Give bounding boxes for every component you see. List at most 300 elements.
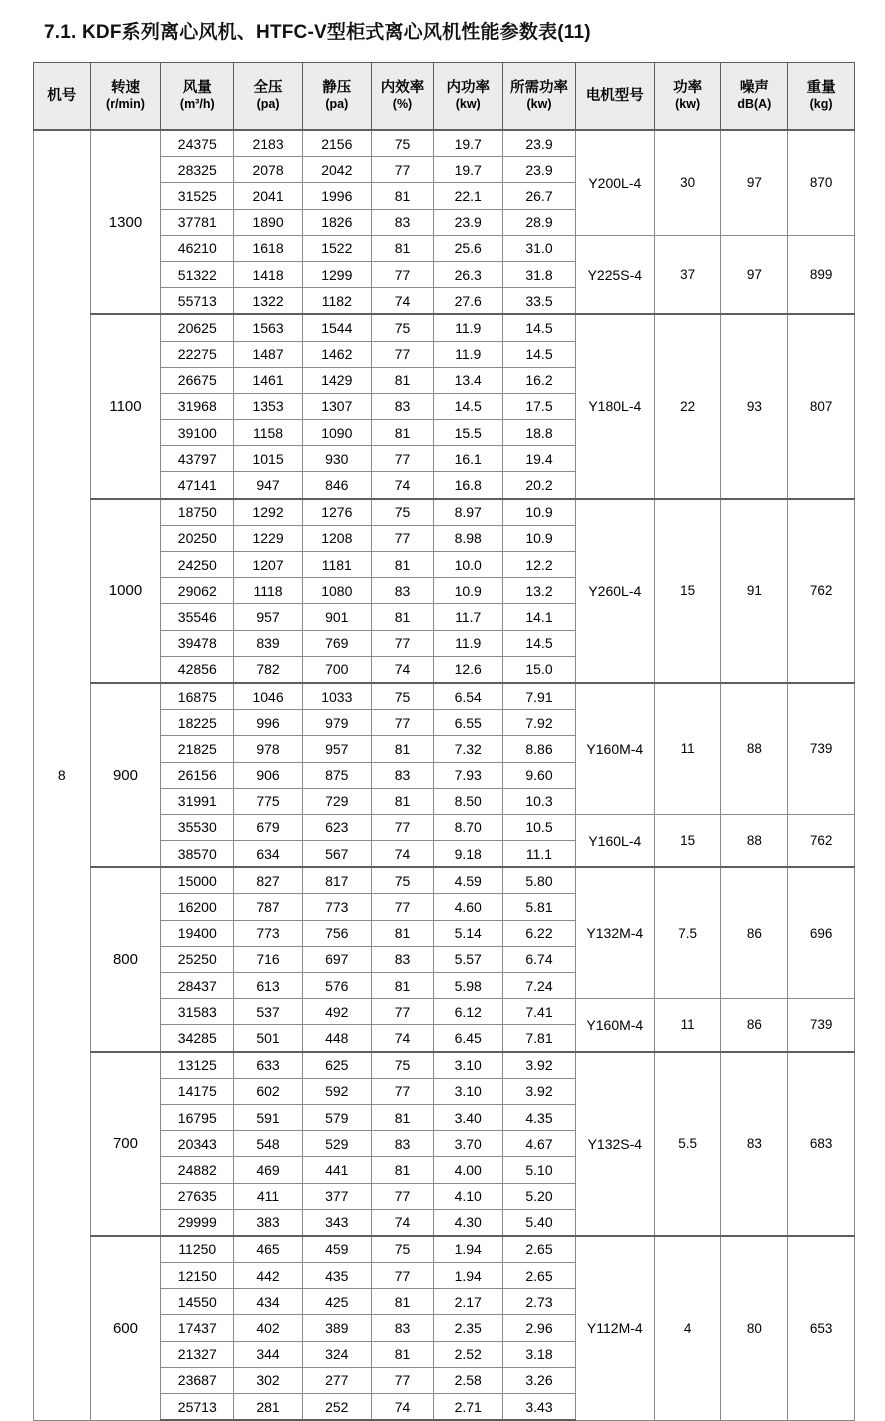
- column-header-label: 全压: [253, 80, 283, 97]
- static-pressure-cell: 1429: [302, 367, 371, 393]
- total-pressure-cell: 1890: [234, 209, 303, 235]
- motor-power-cell: 22: [654, 314, 721, 498]
- static-pressure-cell: 875: [302, 762, 371, 788]
- required-power-cell: 7.81: [503, 1025, 576, 1052]
- inner-power-cell: 23.9: [434, 209, 503, 235]
- total-pressure-cell: 957: [234, 604, 303, 630]
- static-pressure-cell: 769: [302, 630, 371, 656]
- motor-noise-cell: 91: [721, 499, 788, 683]
- column-header-5: [371, 63, 434, 131]
- efficiency-cell: 81: [371, 1157, 434, 1183]
- column-header-10: [721, 63, 788, 131]
- motor-model-cell: Y180L-4: [575, 314, 654, 498]
- inner-power-cell: 16.1: [434, 446, 503, 472]
- flow-cell: 25250: [161, 946, 234, 972]
- flow-cell: 26675: [161, 367, 234, 393]
- required-power-cell: 28.9: [503, 209, 576, 235]
- required-power-cell: 3.92: [503, 1052, 576, 1079]
- flow-cell: 39100: [161, 420, 234, 446]
- static-pressure-cell: 700: [302, 656, 371, 683]
- efficiency-cell: 77: [371, 1078, 434, 1104]
- flow-cell: 15000: [161, 867, 234, 894]
- efficiency-cell: 77: [371, 999, 434, 1025]
- total-pressure-cell: 679: [234, 814, 303, 840]
- motor-power-cell: 15: [654, 499, 721, 683]
- motor-weight-cell: 762: [788, 814, 855, 867]
- efficiency-cell: 81: [371, 973, 434, 999]
- flow-cell: 18225: [161, 710, 234, 736]
- flow-cell: 14550: [161, 1289, 234, 1315]
- total-pressure-cell: 839: [234, 630, 303, 656]
- efficiency-cell: 77: [371, 525, 434, 551]
- required-power-cell: 10.9: [503, 525, 576, 551]
- column-header-unit: (m³/h): [179, 97, 215, 112]
- machine-number-cell: 8: [34, 130, 91, 1420]
- total-pressure-cell: 1229: [234, 525, 303, 551]
- motor-weight-cell: 696: [788, 867, 855, 998]
- required-power-cell: 33.5: [503, 288, 576, 315]
- required-power-cell: 8.86: [503, 736, 576, 762]
- total-pressure-cell: 773: [234, 920, 303, 946]
- static-pressure-cell: 252: [302, 1394, 371, 1421]
- efficiency-cell: 74: [371, 656, 434, 683]
- inner-power-cell: 22.1: [434, 183, 503, 209]
- flow-cell: 17437: [161, 1315, 234, 1341]
- efficiency-cell: 77: [371, 894, 434, 920]
- column-header-unit: (pa): [256, 97, 280, 112]
- column-header-unit: (r/min): [106, 97, 145, 112]
- static-pressure-cell: 1826: [302, 209, 371, 235]
- required-power-cell: 31.8: [503, 261, 576, 287]
- efficiency-cell: 77: [371, 157, 434, 183]
- required-power-cell: 7.92: [503, 710, 576, 736]
- total-pressure-cell: 1353: [234, 393, 303, 419]
- total-pressure-cell: 434: [234, 1289, 303, 1315]
- rpm-cell: 700: [90, 1052, 161, 1236]
- total-pressure-cell: 442: [234, 1263, 303, 1289]
- column-header-label: 机号: [47, 87, 77, 104]
- column-header-unit: (kg): [809, 97, 833, 112]
- total-pressure-cell: 411: [234, 1183, 303, 1209]
- static-pressure-cell: 1208: [302, 525, 371, 551]
- column-header-label: 电机型号: [585, 87, 644, 104]
- efficiency-cell: 83: [371, 393, 434, 419]
- inner-power-cell: 8.97: [434, 499, 503, 526]
- flow-cell: 16875: [161, 683, 234, 710]
- efficiency-cell: 81: [371, 1104, 434, 1130]
- flow-cell: 27635: [161, 1183, 234, 1209]
- efficiency-cell: 77: [371, 446, 434, 472]
- flow-cell: 51322: [161, 261, 234, 287]
- static-pressure-cell: 1462: [302, 341, 371, 367]
- motor-power-cell: 37: [654, 235, 721, 314]
- static-pressure-cell: 1090: [302, 420, 371, 446]
- efficiency-cell: 77: [371, 1183, 434, 1209]
- efficiency-cell: 77: [371, 814, 434, 840]
- motor-weight-cell: 653: [788, 1236, 855, 1420]
- static-pressure-cell: 756: [302, 920, 371, 946]
- inner-power-cell: 2.58: [434, 1367, 503, 1393]
- required-power-cell: 4.67: [503, 1131, 576, 1157]
- static-pressure-cell: 389: [302, 1315, 371, 1341]
- fan-performance-table: [33, 62, 855, 1421]
- total-pressure-cell: 537: [234, 999, 303, 1025]
- static-pressure-cell: 901: [302, 604, 371, 630]
- inner-power-cell: 7.32: [434, 736, 503, 762]
- efficiency-cell: 83: [371, 1315, 434, 1341]
- motor-noise-cell: 97: [721, 130, 788, 235]
- inner-power-cell: 13.4: [434, 367, 503, 393]
- flow-cell: 39478: [161, 630, 234, 656]
- column-header-label: 重量: [806, 80, 836, 97]
- required-power-cell: 9.60: [503, 762, 576, 788]
- flow-cell: 31525: [161, 183, 234, 209]
- static-pressure-cell: 1299: [302, 261, 371, 287]
- total-pressure-cell: 302: [234, 1367, 303, 1393]
- efficiency-cell: 74: [371, 841, 434, 868]
- efficiency-cell: 74: [371, 1209, 434, 1236]
- required-power-cell: 13.2: [503, 578, 576, 604]
- static-pressure-cell: 448: [302, 1025, 371, 1052]
- required-power-cell: 2.65: [503, 1263, 576, 1289]
- total-pressure-cell: 548: [234, 1131, 303, 1157]
- required-power-cell: 3.92: [503, 1078, 576, 1104]
- flow-cell: 26156: [161, 762, 234, 788]
- efficiency-cell: 77: [371, 630, 434, 656]
- column-header-6: [434, 63, 503, 131]
- static-pressure-cell: 979: [302, 710, 371, 736]
- column-header-0: [34, 63, 91, 131]
- efficiency-cell: 83: [371, 1131, 434, 1157]
- rpm-cell: 1300: [90, 130, 161, 314]
- inner-power-cell: 11.9: [434, 341, 503, 367]
- motor-power-cell: 7.5: [654, 867, 721, 998]
- inner-power-cell: 14.5: [434, 393, 503, 419]
- static-pressure-cell: 441: [302, 1157, 371, 1183]
- total-pressure-cell: 383: [234, 1209, 303, 1236]
- table-row: [34, 1236, 855, 1263]
- total-pressure-cell: 1207: [234, 552, 303, 578]
- efficiency-cell: 75: [371, 683, 434, 710]
- column-header-label: 噪声: [739, 80, 769, 97]
- total-pressure-cell: 591: [234, 1104, 303, 1130]
- motor-model-cell: Y160M-4: [575, 683, 654, 814]
- inner-power-cell: 8.50: [434, 788, 503, 814]
- required-power-cell: 23.9: [503, 157, 576, 183]
- required-power-cell: 14.5: [503, 314, 576, 341]
- inner-power-cell: 15.5: [434, 420, 503, 446]
- static-pressure-cell: 492: [302, 999, 371, 1025]
- inner-power-cell: 4.60: [434, 894, 503, 920]
- efficiency-cell: 81: [371, 1289, 434, 1315]
- inner-power-cell: 4.00: [434, 1157, 503, 1183]
- motor-weight-cell: 739: [788, 999, 855, 1052]
- static-pressure-cell: 2156: [302, 130, 371, 157]
- motor-weight-cell: 807: [788, 314, 855, 498]
- column-header-1: [90, 63, 161, 131]
- flow-cell: 24882: [161, 1157, 234, 1183]
- flow-cell: 31968: [161, 393, 234, 419]
- flow-cell: 43797: [161, 446, 234, 472]
- static-pressure-cell: 846: [302, 472, 371, 499]
- column-header-unit: (%): [392, 97, 413, 112]
- static-pressure-cell: 930: [302, 446, 371, 472]
- flow-cell: 28437: [161, 973, 234, 999]
- motor-model-cell: Y132M-4: [575, 867, 654, 998]
- static-pressure-cell: 1181: [302, 552, 371, 578]
- flow-cell: 29999: [161, 1209, 234, 1236]
- required-power-cell: 17.5: [503, 393, 576, 419]
- flow-cell: 29062: [161, 578, 234, 604]
- total-pressure-cell: 501: [234, 1025, 303, 1052]
- inner-power-cell: 6.12: [434, 999, 503, 1025]
- column-header-7: [503, 63, 576, 131]
- motor-power-cell: 4: [654, 1236, 721, 1420]
- motor-model-cell: Y225S-4: [575, 235, 654, 314]
- static-pressure-cell: 592: [302, 1078, 371, 1104]
- column-header-unit: dB(A): [737, 97, 772, 112]
- inner-power-cell: 5.14: [434, 920, 503, 946]
- static-pressure-cell: 1307: [302, 393, 371, 419]
- column-header-4: [302, 63, 371, 131]
- required-power-cell: 12.2: [503, 552, 576, 578]
- required-power-cell: 6.22: [503, 920, 576, 946]
- total-pressure-cell: 1618: [234, 235, 303, 261]
- efficiency-cell: 81: [371, 235, 434, 261]
- inner-power-cell: 10.0: [434, 552, 503, 578]
- total-pressure-cell: 1563: [234, 314, 303, 341]
- flow-cell: 47141: [161, 472, 234, 499]
- inner-power-cell: 6.55: [434, 710, 503, 736]
- required-power-cell: 15.0: [503, 656, 576, 683]
- total-pressure-cell: 947: [234, 472, 303, 499]
- total-pressure-cell: 602: [234, 1078, 303, 1104]
- flow-cell: 14175: [161, 1078, 234, 1104]
- efficiency-cell: 77: [371, 1367, 434, 1393]
- total-pressure-cell: 1487: [234, 341, 303, 367]
- required-power-cell: 14.5: [503, 341, 576, 367]
- table-row: [34, 867, 855, 894]
- total-pressure-cell: 469: [234, 1157, 303, 1183]
- rpm-cell: 900: [90, 683, 161, 867]
- static-pressure-cell: 567: [302, 841, 371, 868]
- flow-cell: 24250: [161, 552, 234, 578]
- required-power-cell: 16.2: [503, 367, 576, 393]
- total-pressure-cell: 1461: [234, 367, 303, 393]
- column-header-label: 内功率: [446, 80, 490, 97]
- static-pressure-cell: 2042: [302, 157, 371, 183]
- static-pressure-cell: 817: [302, 867, 371, 894]
- column-header-unit: (pa): [325, 97, 349, 112]
- required-power-cell: 20.2: [503, 472, 576, 499]
- total-pressure-cell: 1292: [234, 499, 303, 526]
- efficiency-cell: 77: [371, 710, 434, 736]
- static-pressure-cell: 1996: [302, 183, 371, 209]
- motor-model-cell: Y260L-4: [575, 499, 654, 683]
- inner-power-cell: 16.8: [434, 472, 503, 499]
- required-power-cell: 5.40: [503, 1209, 576, 1236]
- motor-power-cell: 11: [654, 999, 721, 1052]
- total-pressure-cell: 996: [234, 710, 303, 736]
- flow-cell: 31991: [161, 788, 234, 814]
- motor-weight-cell: 762: [788, 499, 855, 683]
- efficiency-cell: 75: [371, 1052, 434, 1079]
- motor-noise-cell: 97: [721, 235, 788, 314]
- required-power-cell: 7.24: [503, 973, 576, 999]
- efficiency-cell: 81: [371, 788, 434, 814]
- motor-power-cell: 11: [654, 683, 721, 814]
- inner-power-cell: 19.7: [434, 130, 503, 157]
- total-pressure-cell: 787: [234, 894, 303, 920]
- motor-power-cell: 5.5: [654, 1052, 721, 1236]
- flow-cell: 13125: [161, 1052, 234, 1079]
- motor-weight-cell: 870: [788, 130, 855, 235]
- inner-power-cell: 8.98: [434, 525, 503, 551]
- total-pressure-cell: 1322: [234, 288, 303, 315]
- inner-power-cell: 1.94: [434, 1263, 503, 1289]
- column-header-label: 风量: [182, 80, 212, 97]
- efficiency-cell: 74: [371, 288, 434, 315]
- motor-model-cell: Y132S-4: [575, 1052, 654, 1236]
- inner-power-cell: 3.70: [434, 1131, 503, 1157]
- static-pressure-cell: 1544: [302, 314, 371, 341]
- column-header-3: [234, 63, 303, 131]
- efficiency-cell: 81: [371, 1341, 434, 1367]
- total-pressure-cell: 281: [234, 1394, 303, 1421]
- inner-power-cell: 4.59: [434, 867, 503, 894]
- efficiency-cell: 81: [371, 183, 434, 209]
- static-pressure-cell: 697: [302, 946, 371, 972]
- required-power-cell: 31.0: [503, 235, 576, 261]
- rpm-cell: 1000: [90, 499, 161, 683]
- motor-model-cell: Y160L-4: [575, 814, 654, 867]
- column-header-11: [788, 63, 855, 131]
- total-pressure-cell: 1015: [234, 446, 303, 472]
- static-pressure-cell: 625: [302, 1052, 371, 1079]
- static-pressure-cell: 277: [302, 1367, 371, 1393]
- motor-model-cell: Y160M-4: [575, 999, 654, 1052]
- inner-power-cell: 11.7: [434, 604, 503, 630]
- table-row: [34, 130, 855, 157]
- inner-power-cell: 2.52: [434, 1341, 503, 1367]
- flow-cell: 37781: [161, 209, 234, 235]
- motor-weight-cell: 739: [788, 683, 855, 814]
- required-power-cell: 5.20: [503, 1183, 576, 1209]
- inner-power-cell: 3.10: [434, 1052, 503, 1079]
- required-power-cell: 3.26: [503, 1367, 576, 1393]
- flow-cell: 25713: [161, 1394, 234, 1421]
- required-power-cell: 3.43: [503, 1394, 576, 1421]
- total-pressure-cell: 906: [234, 762, 303, 788]
- inner-power-cell: 2.17: [434, 1289, 503, 1315]
- rpm-cell: 1100: [90, 314, 161, 498]
- required-power-cell: 4.35: [503, 1104, 576, 1130]
- required-power-cell: 2.96: [503, 1315, 576, 1341]
- total-pressure-cell: 465: [234, 1236, 303, 1263]
- table-row: [34, 683, 855, 710]
- flow-cell: 22275: [161, 341, 234, 367]
- total-pressure-cell: 402: [234, 1315, 303, 1341]
- required-power-cell: 10.5: [503, 814, 576, 840]
- column-header-label: 静压: [322, 80, 352, 97]
- table-header-row: [34, 63, 855, 131]
- inner-power-cell: 25.6: [434, 235, 503, 261]
- motor-model-cell: Y112M-4: [575, 1236, 654, 1420]
- inner-power-cell: 12.6: [434, 656, 503, 683]
- efficiency-cell: 75: [371, 130, 434, 157]
- efficiency-cell: 77: [371, 261, 434, 287]
- flow-cell: 21327: [161, 1341, 234, 1367]
- page-title: 7.1. KDF系列离心风机、HTFC-V型柜式离心风机性能参数表(11): [44, 22, 591, 43]
- column-header-8: [575, 63, 654, 131]
- total-pressure-cell: 1046: [234, 683, 303, 710]
- flow-cell: 42856: [161, 656, 234, 683]
- required-power-cell: 14.5: [503, 630, 576, 656]
- total-pressure-cell: 716: [234, 946, 303, 972]
- flow-cell: 20343: [161, 1131, 234, 1157]
- column-header-label: 内效率: [380, 80, 425, 97]
- column-header-9: [654, 63, 721, 131]
- inner-power-cell: 8.70: [434, 814, 503, 840]
- inner-power-cell: 11.9: [434, 630, 503, 656]
- flow-cell: 18750: [161, 499, 234, 526]
- inner-power-cell: 1.94: [434, 1236, 503, 1263]
- total-pressure-cell: 633: [234, 1052, 303, 1079]
- flow-cell: 16795: [161, 1104, 234, 1130]
- flow-cell: 11250: [161, 1236, 234, 1263]
- static-pressure-cell: 729: [302, 788, 371, 814]
- required-power-cell: 5.10: [503, 1157, 576, 1183]
- motor-power-cell: 15: [654, 814, 721, 867]
- required-power-cell: 26.7: [503, 183, 576, 209]
- inner-power-cell: 5.57: [434, 946, 503, 972]
- static-pressure-cell: 435: [302, 1263, 371, 1289]
- efficiency-cell: 81: [371, 367, 434, 393]
- static-pressure-cell: 1080: [302, 578, 371, 604]
- motor-noise-cell: 86: [721, 999, 788, 1052]
- flow-cell: 20250: [161, 525, 234, 551]
- inner-power-cell: 11.9: [434, 314, 503, 341]
- column-header-label: 所需功率: [509, 80, 568, 97]
- flow-cell: 20625: [161, 314, 234, 341]
- total-pressure-cell: 1418: [234, 261, 303, 287]
- static-pressure-cell: 459: [302, 1236, 371, 1263]
- rpm-cell: 600: [90, 1236, 161, 1420]
- motor-noise-cell: 88: [721, 683, 788, 814]
- required-power-cell: 2.65: [503, 1236, 576, 1263]
- required-power-cell: 11.1: [503, 841, 576, 868]
- total-pressure-cell: 344: [234, 1341, 303, 1367]
- required-power-cell: 10.9: [503, 499, 576, 526]
- efficiency-cell: 75: [371, 499, 434, 526]
- motor-weight-cell: 899: [788, 235, 855, 314]
- column-header-unit: (kw): [675, 97, 701, 112]
- efficiency-cell: 83: [371, 946, 434, 972]
- flow-cell: 31583: [161, 999, 234, 1025]
- inner-power-cell: 4.10: [434, 1183, 503, 1209]
- table-row: [34, 499, 855, 526]
- required-power-cell: 19.4: [503, 446, 576, 472]
- inner-power-cell: 6.54: [434, 683, 503, 710]
- efficiency-cell: 74: [371, 1394, 434, 1421]
- efficiency-cell: 75: [371, 314, 434, 341]
- required-power-cell: 3.18: [503, 1341, 576, 1367]
- static-pressure-cell: 1182: [302, 288, 371, 315]
- total-pressure-cell: 2041: [234, 183, 303, 209]
- efficiency-cell: 83: [371, 762, 434, 788]
- total-pressure-cell: 2078: [234, 157, 303, 183]
- column-header-2: [161, 63, 234, 131]
